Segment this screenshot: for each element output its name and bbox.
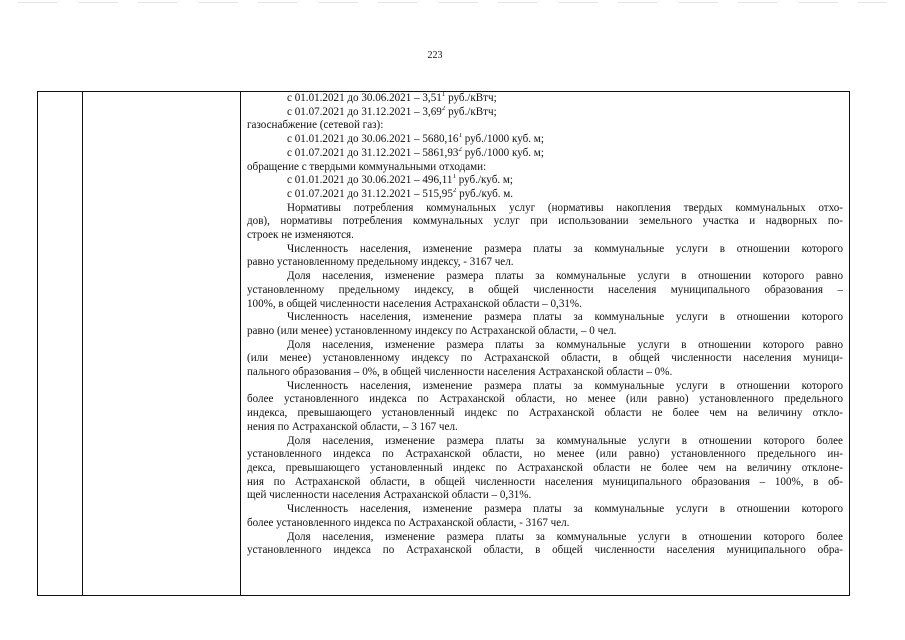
paragraph-line: Численность населения, изменение размера платы за коммунальные услуги в отношении которого [287,311,843,324]
page-number: 223 [427,50,443,61]
paragraph-line: Численность населения, изменение размера платы за коммунальные услуги в отношении которого [287,242,843,255]
paragraph-line: установленного индекса по Астраханской области, но менее (или равно) установленного предельного ин- [247,448,843,461]
paragraph-line: Доля населения, изменение размера платы за коммунальные услуги в отношении которого более [287,530,843,543]
paragraph-line: ния по Астраханской области, в общей численности населения муниципального образования – 100%, в об- [247,475,843,488]
footnote-mark: 1 [452,174,456,181]
paragraph-line: Численность населения, изменение размера платы за коммунальные услуги в отношении которого [287,503,843,516]
paragraph-line: установленного индекса по Астраханской области, в общей численности населения муниципального обра- [247,544,843,557]
paragraph-line: нения по Астраханской области, – 3 167 чел. [247,420,458,433]
paragraph-line: установленному предельному индексу, в общей численности населения муниципального образования – [247,283,843,296]
paragraph-line: (или менее) установленному индексу по Астраханской области, в общей численности населения муници- [247,352,843,365]
tariff-value: с 01.07.2021 до 31.12.2021 – 3,69 [287,105,442,118]
number-cell [38,92,83,596]
paragraph-line: Доля населения, изменение размера платы за коммунальные услуги в отношении которого равно [287,270,843,283]
footnote-mark: 2 [458,146,462,153]
footnote-mark: 2 [441,105,446,112]
tariff-value: с 01.07.2021 до 31.12.2021 – 515,95 [287,187,453,200]
footnote-mark: 1 [458,133,462,140]
paragraph-line: более установленного индекса по Астраханской области, но менее (или равно) установленного предельного [247,393,843,406]
paragraph-line: декса, превышающего установленный индекс по Астраханской области не более чем на величину отклоне- [247,461,843,474]
tariff-unit: руб./куб. м. [456,187,514,200]
tariff-line [247,188,843,202]
tariff-unit: руб./куб. м; [455,174,513,187]
paragraph-line: более установленного индекса по Астраханской области, - 3167 чел. [247,516,570,529]
tariff-unit: руб./1000 куб. м; [461,133,544,146]
tariff-line [247,133,843,147]
name-cell [83,92,241,596]
gas-heading: газоснабжение (сетевой газ): [247,119,384,132]
content-cell [241,92,850,596]
paragraph-line: дов), нормативы потребления коммунальных услуг при использовании земельного участка и надворных по- [247,215,843,228]
tariff-line [247,92,843,106]
paragraph-line: пального образования – 0%, в общей численности населения Астраханской области – 0%. [247,366,673,379]
document-table [37,91,850,596]
paragraph-line: Нормативы потребления коммунальных услуг (нормативы накопления твердых коммунальных отхо- [287,201,843,214]
tariff-line [247,106,843,120]
waste-heading: обращение с твердыми коммунальными отходами: [247,160,487,173]
tariff-line [247,174,843,188]
paragraph-line: строек не изменяются. [247,229,354,242]
paragraph-line: Численность населения, изменение размера платы за коммунальные услуги в отношении которого [287,379,843,392]
paragraph-line: Доля населения, изменение размера платы за коммунальные услуги в отношении которого равно [287,338,843,351]
paragraph-line: Доля населения, изменение размера платы за коммунальные услуги в отношении которого более [287,434,843,447]
footnote-mark: 1 [441,92,446,98]
tariff-unit: руб./кВтч; [445,92,497,104]
paragraph-line: равно установленному предельному индексу, - 3167 чел. [247,256,514,269]
table-row [38,92,850,596]
paragraph-line: равно (или менее) установленному индексу по Астраханской области, – 0 чел. [247,324,617,337]
paragraph-line: индекса, превышающего установленный индекс по Астраханской области не более чем на величину откло- [247,407,843,420]
tariff-value: с 01.07.2021 до 31.12.2021 – 5861,93 [287,146,459,159]
tariff-value: с 01.01.2021 до 30.06.2021 – 496,11 [287,174,453,187]
tariff-value: с 01.01.2021 до 30.06.2021 – 5680,16 [287,133,459,146]
tariff-unit: руб./кВтч; [445,105,497,118]
content-text [241,92,849,558]
tariff-value: с 01.01.2021 до 30.06.2021 – 3,51 [287,92,442,104]
tariff-line [247,147,843,161]
tariff-unit: руб./1000 куб. м; [461,146,544,159]
paragraph-line: 100%, в общей численности населения Астраханской области – 0,31%. [247,297,582,310]
paragraph-line: щей численности населения Астраханской области – 0,31%. [247,489,532,502]
footnote-mark: 2 [452,187,457,194]
scan-top-artifact [18,2,887,3]
